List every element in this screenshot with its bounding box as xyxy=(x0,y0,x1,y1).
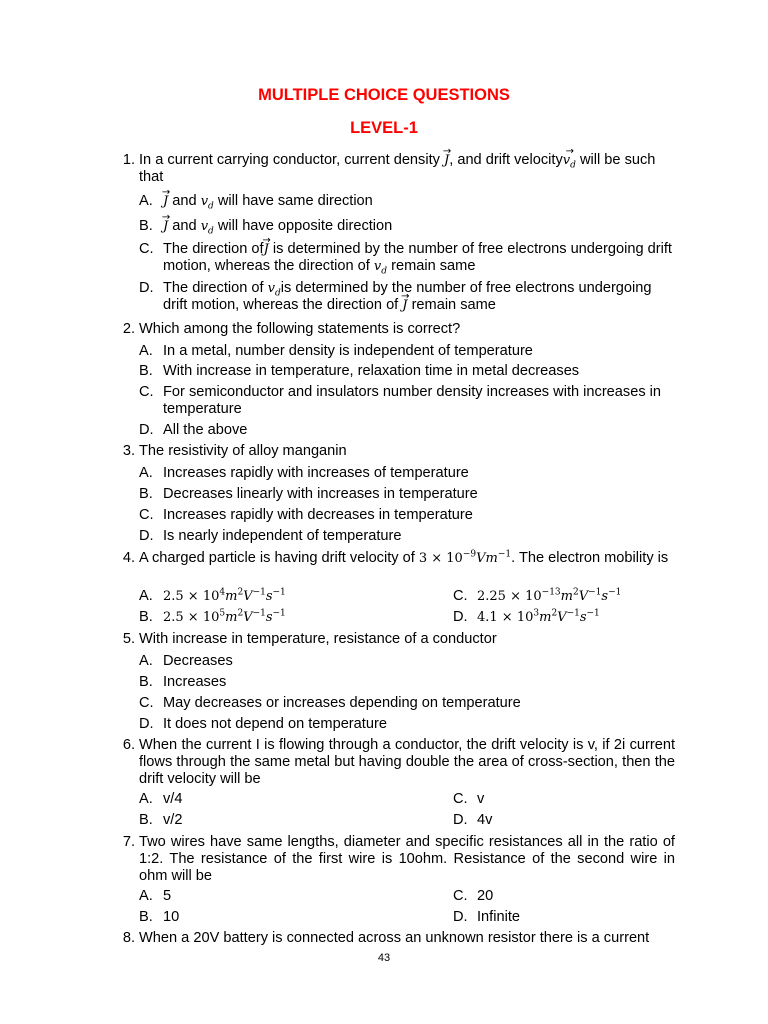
option-label: A. xyxy=(139,888,153,904)
question-text: In a current carrying conductor, current density → J, and drift velocity→ $v_d$ will be such that xyxy=(139,152,675,186)
option-text: 20 xyxy=(477,888,494,904)
page-title: MULTIPLE CHOICE QUESTIONS xyxy=(258,86,510,104)
option-label: A. xyxy=(139,343,153,359)
option-label: B. xyxy=(139,674,153,690)
option-label: D. xyxy=(139,422,154,438)
question-number: 6. xyxy=(122,737,135,753)
drift-velocity-symbol: → $v_d$ xyxy=(563,153,576,168)
question-number: 7. xyxy=(122,834,135,850)
option-text: v/4 xyxy=(163,791,183,807)
option-text: v xyxy=(477,791,485,807)
option-label: C. xyxy=(139,695,154,711)
option-text: It does not depend on temperature xyxy=(163,716,387,732)
option-text: All the above xyxy=(163,422,248,438)
drift-velocity-value: $3 \times 10^{-9}Vm^{-1}$ xyxy=(418,549,512,566)
option-label: C. xyxy=(453,588,468,604)
option-label: A. xyxy=(139,588,153,604)
level-heading: LEVEL-1 xyxy=(350,119,418,137)
question-text: With increase in temperature, resistance of a conductor xyxy=(139,631,497,647)
option-label: B. xyxy=(139,609,153,625)
option-text: Decreases xyxy=(163,653,233,669)
current-density-symbol: → J xyxy=(444,153,449,168)
question-number: 5. xyxy=(122,631,135,647)
question-text: The resistivity of alloy manganin xyxy=(139,443,347,459)
option-text: May decreases or increases depending on temperature xyxy=(163,695,521,711)
option-text: $2.5 \times 10^4m^2V^{-1}s^{-1}$ xyxy=(163,587,286,604)
option-text: Increases rapidly with decreases in temperature xyxy=(163,507,473,523)
option-label: B. xyxy=(139,909,153,925)
option-label: C. xyxy=(453,791,468,807)
option-text: $2.5 \times 10^5m^2V^{-1}s^{-1}$ xyxy=(163,608,286,625)
option-label: B. xyxy=(139,812,153,828)
option-label: A. xyxy=(139,653,153,669)
option-text: Decreases linearly with increases in temperature xyxy=(163,486,478,502)
option-text: The direction of→ J is determined by the number of free electrons undergoing drift motion, whereas the direction of $v_d$ remain same xyxy=(163,241,675,275)
option-text: → J and $v_d$ will have opposite direction xyxy=(163,218,675,235)
question-text: A charged particle is having drift velocity of $3 \times 10^{-9}Vm^{-1}$. The electron mobility is xyxy=(139,549,669,566)
option-text: Increases xyxy=(163,674,227,690)
option-text: Infinite xyxy=(477,909,520,925)
option-label: D. xyxy=(139,528,154,544)
option-label: B. xyxy=(139,486,153,502)
question-text: Which among the following statements is correct? xyxy=(139,321,461,337)
option-label: C. xyxy=(139,507,154,523)
option-label: A. xyxy=(139,465,153,481)
option-text: $4.1 \times 10^3m^2V^{-1}s^{-1}$ xyxy=(477,608,600,625)
question-text: When the current I is flowing through a conductor, the drift velocity is v, if 2i current flows through the same metal but having double the area of cross-section, then the drift velocity will be xyxy=(139,737,675,787)
option-text: 10 xyxy=(163,909,180,925)
option-label: D. xyxy=(453,812,468,828)
question-number: 1. xyxy=(122,152,135,168)
page-number: 43 xyxy=(377,952,391,964)
option-label: D. xyxy=(139,280,154,296)
option-label: A. xyxy=(139,193,153,209)
question-number: 2. xyxy=(122,321,135,337)
option-text: $2.25 \times 10^{-13}m^2V^{-1}s^{-1}$ xyxy=(477,587,622,604)
option-label: B. xyxy=(139,218,153,234)
question-text: Two wires have same lengths, diameter and specific resistances all in the ratio of 1:2. The resistance of the first wire is 10ohm. Resistance of the second wire in ohm will be xyxy=(139,834,675,884)
option-text: Is nearly independent of temperature xyxy=(163,528,402,544)
option-text: The direction of $v_dis$ determined by the number of free electrons undergoing drift motion, whereas the direction of → J remain same xyxy=(163,280,675,314)
question-number: 3. xyxy=(122,443,135,459)
question-number: 8. xyxy=(122,930,135,946)
option-text: 4v xyxy=(477,812,493,828)
option-label: B. xyxy=(139,363,153,379)
option-text: → J and $v_d$ will have same direction xyxy=(163,193,675,210)
option-label: D. xyxy=(453,609,468,625)
option-label: C. xyxy=(139,384,154,400)
question-number: 4. xyxy=(122,550,135,566)
question-text: When a 20V battery is connected across an unknown resistor there is a current xyxy=(139,930,650,946)
option-label: D. xyxy=(453,909,468,925)
option-text: With increase in temperature, relaxation time in metal decreases xyxy=(163,363,580,379)
option-text: For semiconductor and insulators number density increases with increases in temperature xyxy=(163,384,662,417)
option-label: A. xyxy=(139,791,153,807)
option-text: In a metal, number density is independent of temperature xyxy=(163,343,533,359)
option-text: 5 xyxy=(163,888,172,904)
option-label: C. xyxy=(139,241,154,257)
option-text: Increases rapidly with increases of temperature xyxy=(163,465,469,481)
option-label: D. xyxy=(139,716,154,732)
option-label: C. xyxy=(453,888,468,904)
option-text: v/2 xyxy=(163,812,183,828)
